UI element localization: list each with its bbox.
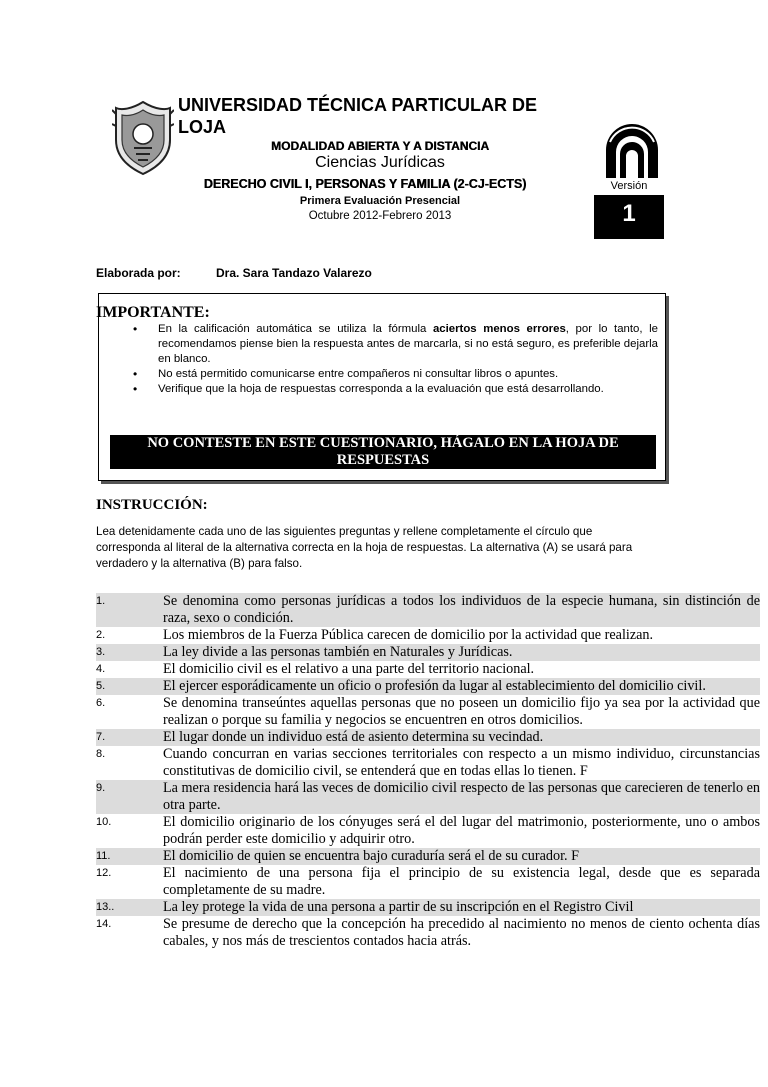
question-number: 14. (96, 918, 112, 930)
question-number: 3. (96, 646, 106, 658)
question-text: La mera residencia hará las veces de domicilio civil respecto de las personas que carecieren de tenerlo en otra parte. (163, 780, 760, 813)
evaluation-title: Primera Evaluación Presencial (299, 195, 461, 207)
question-text: El domicilio de quien se encuentra bajo curaduría será el de su curador. F (163, 848, 580, 864)
question-text: Cuando concurran en varias secciones territoriales con respecto a un mismo individuo, circunstancias constitutivas de domicilio civil, se entenderá que en todas ellas lo tienen. F (163, 746, 760, 779)
bullet-text: Verifique que la hoja de respuestas corresponda a la evaluación que está desarrollando. (158, 383, 604, 395)
important-bullet-1 (130, 322, 658, 367)
course-title: DERECHO CIVIL I, PERSONAS Y FAMILIA (2-CJ-ECTS) (203, 177, 527, 191)
question-row (96, 814, 760, 848)
university-name: UNIVERSIDAD TÉCNICA PARTICULAR DE LOJA (178, 95, 538, 137)
question-text: Se presume de derecho que la concepción ha precedido al nacimiento no menos de ciento ochenta días cabales, y nos más de trescientos contados hacia atrás. (163, 916, 760, 949)
question-text: Se denomina transeúntes aquellas personas que no poseen un domicilio fijo ya sea por la actividad que realizan o porque su familia y negocios se encuentren en otros domicilios. (163, 695, 760, 728)
question-row (96, 729, 760, 746)
question-row (96, 865, 760, 899)
question-number: 9. (96, 782, 106, 794)
question-text: Los miembros de la Fuerza Pública carecen de domicilio por la actividad que realizan. (163, 627, 654, 643)
question-row (96, 916, 760, 950)
question-text: La ley divide a las personas también en Naturales y Jurídicas. (163, 644, 513, 660)
question-text: El nacimiento de una persona fija el principio de su existencia legal, desde que es separada completamente de su madre. (163, 865, 760, 898)
questions-list (96, 593, 760, 950)
question-number: 12. (96, 867, 112, 879)
author-name: Dra. Sara Tandazo Valarezo (216, 266, 372, 280)
important-bullet-3 (130, 382, 658, 397)
question-row (96, 899, 760, 916)
question-number: 10. (96, 816, 112, 828)
question-text: El lugar donde un individuo está de asiento determina su vecindad. (163, 729, 544, 745)
question-text: El ejercer esporádicamente un oficio o profesión da lugar al establecimiento del domicilio civil. (163, 678, 706, 694)
question-text: Se denomina como personas jurídicas a todos los individuos de la especie humana, sin distinción de raza, sexo o condición. (163, 593, 760, 626)
question-number: 8. (96, 748, 106, 760)
version-badge (594, 195, 664, 239)
bullet-text: En la calificación automática se utiliza la fórmula aciertos menos errores, por lo tanto, le recomendamos piense bien la respuesta antes de marcarla, si no está seguro, es preferible dejarla en blanco. (158, 323, 658, 365)
question-number: 2. (96, 629, 106, 641)
question-number: 1. (96, 595, 106, 607)
question-row (96, 695, 760, 729)
question-row (96, 627, 760, 644)
version-number: 1 (622, 200, 636, 227)
question-row (96, 746, 760, 780)
question-row (96, 593, 760, 627)
important-title: IMPORTANTE: (96, 304, 210, 321)
question-number: 13.. (96, 901, 115, 913)
question-number: 7. (96, 731, 106, 743)
bullet-text: No está permitido comunicarse entre compañeros ni consultar libros o apuntes. (158, 368, 559, 380)
question-row (96, 644, 760, 661)
question-row (96, 678, 760, 695)
question-text: El domicilio originario de los cónyuges será el del lugar del matrimonio, posteriormente, uno o ambos podrán perder este domicilio y adquirir otro. (163, 814, 760, 847)
version-label: Versión (610, 180, 648, 192)
modality-arches-logo (600, 120, 664, 180)
question-row (96, 661, 760, 678)
question-text: El domicilio civil es el relativo a una parte del territorio nacional. (163, 661, 535, 677)
instruction-text: Lea detenidamente cada uno de las siguientes preguntas y rellene completamente el círculo que corresponda al literal de la alternativa correcta en la hoja de respuestas. La alternativa (A) se usará para verdadero y la alternativa (B) para falso. (96, 525, 633, 570)
important-bullet-2 (130, 367, 658, 382)
question-row (96, 848, 760, 865)
school-name: Ciencias Jurídicas (315, 154, 445, 171)
instruction-title: INSTRUCCIÓN: (96, 497, 208, 513)
modality-title: MODALIDAD ABIERTA Y A DISTANCIA (271, 139, 489, 153)
university-crest-logo (112, 100, 174, 176)
do-not-answer-warning: NO CONTESTE EN ESTE CUESTIONARIO, HÁGALO EN LA HOJA DE RESPUESTAS (110, 435, 656, 469)
author-label: Elaborada por: (96, 266, 181, 280)
question-number: 11. (96, 850, 111, 862)
important-bullet-list (130, 322, 658, 397)
author-line (96, 266, 372, 280)
question-number: 4. (96, 663, 106, 675)
question-number: 5. (96, 680, 106, 692)
question-number: 6. (96, 697, 106, 709)
question-text: La ley protege la vida de una persona a partir de su inscripción en el Registro Civil (163, 899, 634, 915)
period-text: Octubre 2012-Febrero 2013 (308, 210, 452, 222)
question-row (96, 780, 760, 814)
